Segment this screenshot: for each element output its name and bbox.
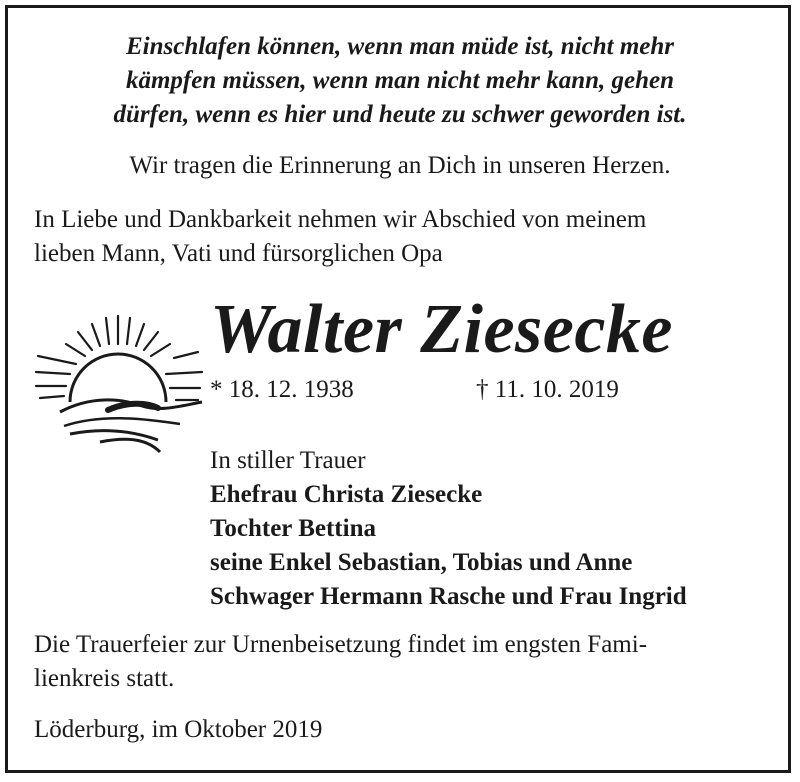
memory-line: Wir tragen die Erinnerung an Dich in unseren Herzen. bbox=[129, 152, 671, 179]
mourner-item: seine Enkel Sebastian, Tobias und Anne bbox=[210, 549, 633, 576]
mourner-item: Ehefrau Christa Ziesecke bbox=[210, 481, 483, 508]
place-date: Löderburg, im Oktober 2019 bbox=[34, 716, 323, 743]
funeral-notice bbox=[34, 628, 774, 696]
death-date: † 11. 10. 2019 bbox=[476, 376, 619, 403]
farewell-intro bbox=[34, 203, 774, 271]
funeral-line: lienkreis statt. bbox=[34, 665, 175, 692]
quote-line: Einschlafen können, wenn man müde ist, nicht mehr bbox=[125, 33, 675, 60]
mourners-list bbox=[210, 444, 687, 614]
quote-line: kämpfen müssen, wenn man nicht mehr kann, gehen bbox=[125, 67, 675, 94]
deceased-name: Walter Ziesecke bbox=[210, 291, 673, 368]
mourner-item: Tochter Bettina bbox=[210, 515, 376, 542]
intro-line: lieben Mann, Vati und fürsorglichen Opa bbox=[34, 240, 443, 267]
setting-sun-icon bbox=[30, 306, 205, 456]
mourner-item: Schwager Hermann Rasche und Frau Ingrid bbox=[210, 583, 687, 610]
birth-date: * 18. 12. 1938 bbox=[210, 376, 354, 403]
mourning-intro: In stiller Trauer bbox=[210, 447, 366, 474]
funeral-line: Die Trauerfeier zur Urnenbeisetzung findet im engsten Fami- bbox=[34, 631, 648, 658]
quote-line: dürfen, wenn es hier und heute zu schwer geworden ist. bbox=[113, 101, 687, 128]
memorial-quote bbox=[0, 30, 800, 132]
intro-line: In Liebe und Dankbarkeit nehmen wir Abschied von meinem bbox=[34, 206, 647, 233]
